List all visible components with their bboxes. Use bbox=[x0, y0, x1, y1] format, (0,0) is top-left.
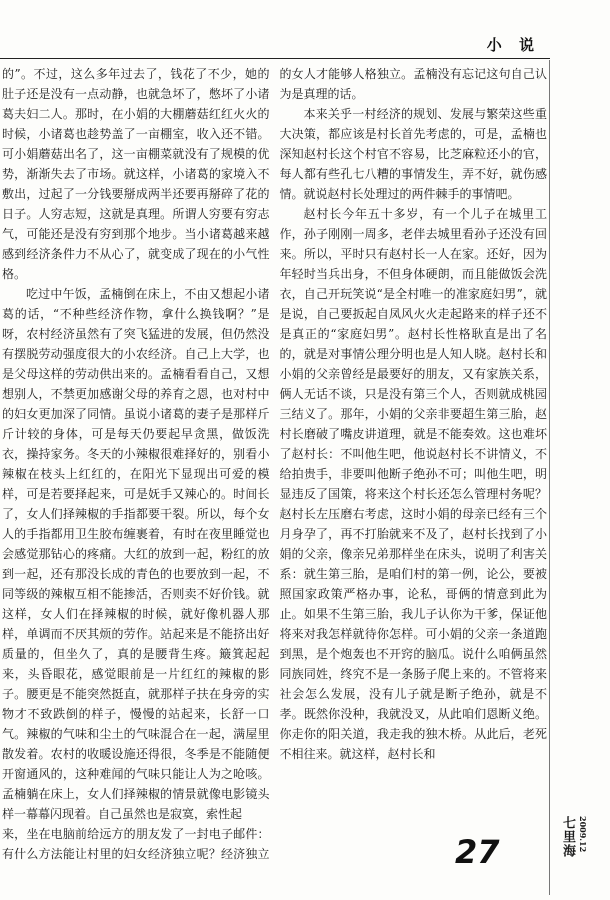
issue-date: 2009.12 bbox=[578, 816, 588, 853]
paragraph: 的”。不过，这么多年过去了，钱花了不少，她的肚子还是没有一点动静，也就急坏了，憋坏了小诸葛夫妇二人。那时，在小娟的大棚蘑菇红红火火的时候，小诸葛也趁势盖了一亩棚室，收入还不错。可小娟蘑菇出名了，这一亩棚菜就没有了规模的优势，渐渐失去了市场。就这样，小诸葛的家境入不敷出，过起了一分钱要掰成两半还要再掰碎了花的日子。人穷志短，这就是真理。所谓人穷要有穷志气，可能还是没有穷到那个地步。当小诸葛越来越感到经济条件力不从心了，就变成了现在的小气性格。 bbox=[2, 67, 270, 281]
paragraph: 吃过中午饭，孟楠倒在床上，不由又想起小诸葛的话，“不种些经济作物，拿什么换钱啊？”是呀，农村经济虽然有了突飞猛进的发展，但仍然没有摆脱劳动强度很大的小农经济。自己上大学，也是父母这样的劳动供出来的。孟楠看看自己，又想想别人，不禁更加感谢父母的养育之恩，也对村中的妇女更加深了同情。虽说小诸葛的妻子是那样斤斤计较的身体，可是每天仍要起早贪黑，做饭洗衣，操持家务。冬天的小辣椒很难择好的，别看小辣椒在枝头上红红的，在阳光下显现出可爱的模样，可是若要择起来，可是妩手又辣心的。时间长了，女人们择辣椒的手指都要干裂。所以，每个女人的手指都用卫生胶布缠裹着，有时在夜里睡觉也会感觉那钻心的疼痛。大红的放到一起，粉红的放到一起，还有那没长成的青色的也要放到一起，不同等级的辣椒互相不能掺活，否则卖不好价钱。就这样，女人们在择辣椒的时候，就好像机器人那样，单调而不厌其烦的劳作。站起来是不能挤出好质量的，但坐久了，真的是腰背生疼。簸箕起起来，头昏眼花，感觉眼前是一片红红的辣椒的影子。腰更是不能突然挺直，就那样子扶在身旁的实物才不致跌倒的样子，慢慢的站起来，长舒一口气。辣椒的气味和尘土的气味混合在一起，满屋里散发着。农村的收暖设施还得很，冬季是不能随便开窗通风的，这种难闻的气味只能让人为之呛咳。孟楠躺在床上，女人们择辣椒的情景就像电影镜头样一幕幕闪现着。自己虽然也是寂寞，索性起 bbox=[2, 287, 270, 821]
paragraph: 赵村长今年五十多岁，有一个儿子在城里工作，孙子刚刚一周多，老伴去城里看孙子还没有回来。所以，平时只有赵村长一人在家。还好，因为年轻时当兵出身，不但身体硬朗，而且能做饭会洗衣，自己开玩笑说“是全村唯一的准家庭妇男”，就是说，自己要扳起自凤风火火走起路来的样子还不是真正的“家庭妇男”。赵村长性格耿直是出了名的，就是对事情公理分明也是人知人晓。赵村长和小娟的父亲曾经是最要好的朋友，又有家族关系，俩人无话不谈，只是没有第三个人，否则就成桃园三结义了。那年，小娟的父亲非要超生第三胎，赵村长磨破了嘴皮讲道理，就是不能奏效。这也难坏了赵村长：不叫他生吧，他说赵村长不讲情义，不给拍贵手，非要叫他断子绝孙不可；叫他生吧，明显违反了国策，将来这个村长还怎么管理村务呢？赵村长左压磨右考虑，这时小娟的母亲已经有三个月身孕了，再不打胎就来不及了，赵村长找到了小娟的父亲，像亲兄弟那样坐在床头，说明了利害关系：就生第三胎，是咱们村的第一例，论公，要被照国家政策严格办事，论私，哥俩的情意到此为止。如果不生第三胎，我儿子认你为干爹，保证他将来对我怎样就待你怎样。可小娟的父亲一条道跑到黑，是个炮轰也不开窍的脑瓜。说什么咱俩虽然同族同姓，终究不是一条肠子爬上来的。不管将来社会怎么发展，没有儿子就是断子绝孙，就是不孝。既然你没种，我就没叉，从此咱们恩断义绝。你走你的阳关道，我走我的独木桥。从此后，老死不相往来。就这样，赵村长和 bbox=[279, 207, 547, 761]
paragraph: 本来关乎一村经济的规划、发展与繁荣这些重大决策，都应该是村长首先考虑的，可是，孟楠也深知赵村长这个村官不容易，比芝麻粒还小的官，每人都有些孔七八糟的事情发生，弄不好，就伤感情。就说赵村长处理过的两件棘手的事情吧。 bbox=[279, 107, 547, 201]
article-body bbox=[2, 64, 547, 876]
page-number: 27 bbox=[455, 833, 500, 871]
section-title: 小 说 bbox=[486, 36, 540, 54]
side-rule bbox=[549, 60, 550, 895]
header-rule bbox=[0, 58, 550, 59]
paragraph: 来，坐在电脑前给远方的朋友发了一封电子邮件：有什么方法能让村里的妇女经济独立呢？经济独立的女人才能够人格独立。孟楠没有忘记这句自己认为是真理的话。 bbox=[2, 67, 547, 861]
magazine-name: 七里海 bbox=[560, 816, 575, 858]
